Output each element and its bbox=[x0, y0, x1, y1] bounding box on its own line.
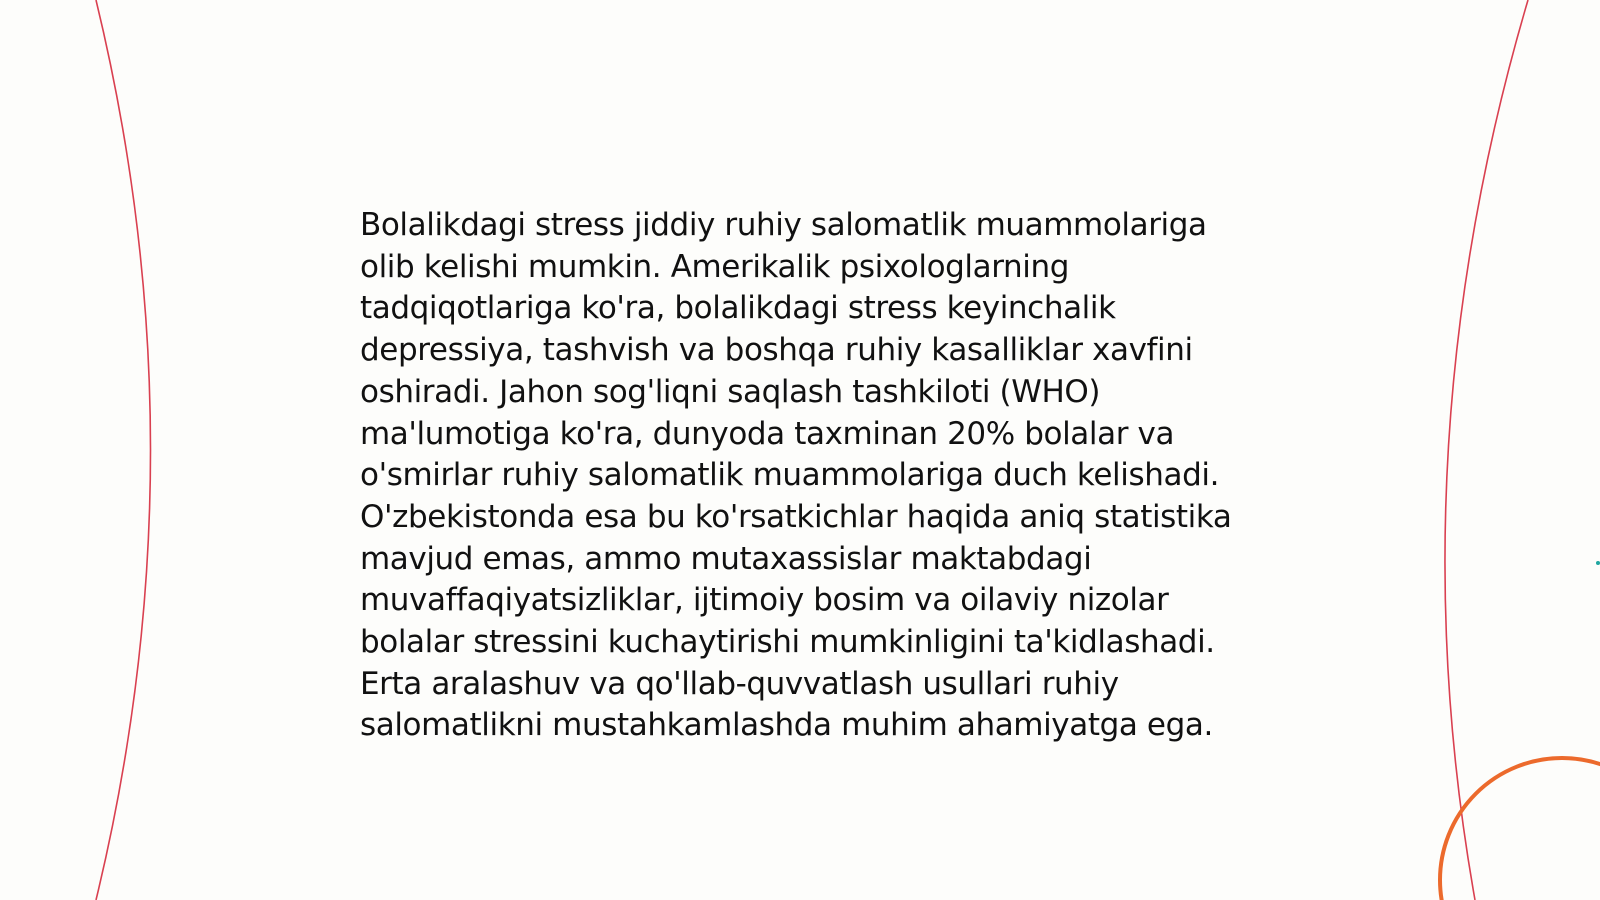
body-paragraph: Bolalikdagi stress jiddiy ruhiy salomatlik muammolariga olib kelishi mumkin. Amerikalik psixologlarning tadqiqotlariga ko'ra, bolalikdagi stress keyinchalik depressiya, tashvish va boshqa ruhiy kasalliklar xavfini oshiradi. Jahon sog'liqni saqlash tashkiloti (WHO) ma'lumotiga ko'ra, dunyoda taxminan 20% bolalar va o'smirlar ruhiy salomatlik muammolariga duch kelishadi. O'zbekistonda esa bu ko'rsatkichlar haqida aniq statistika mavjud emas, ammo mutaxassislar maktabdagi muvaffaqiyatsizliklar, ijtimoiy bosim va oilaviy nizolar bolalar stressini kuchaytirishi mumkinligini ta'kidlashadi. Erta aralashuv va qo'llab-quvvatlash usullari ruhiy salomatlikni mustahkamlashda muhim ahamiyatga ega. bbox=[360, 207, 1232, 744]
teal-dot-accent bbox=[1596, 561, 1600, 565]
right-curve-line bbox=[1445, 0, 1528, 900]
left-curve-line bbox=[96, 0, 151, 900]
